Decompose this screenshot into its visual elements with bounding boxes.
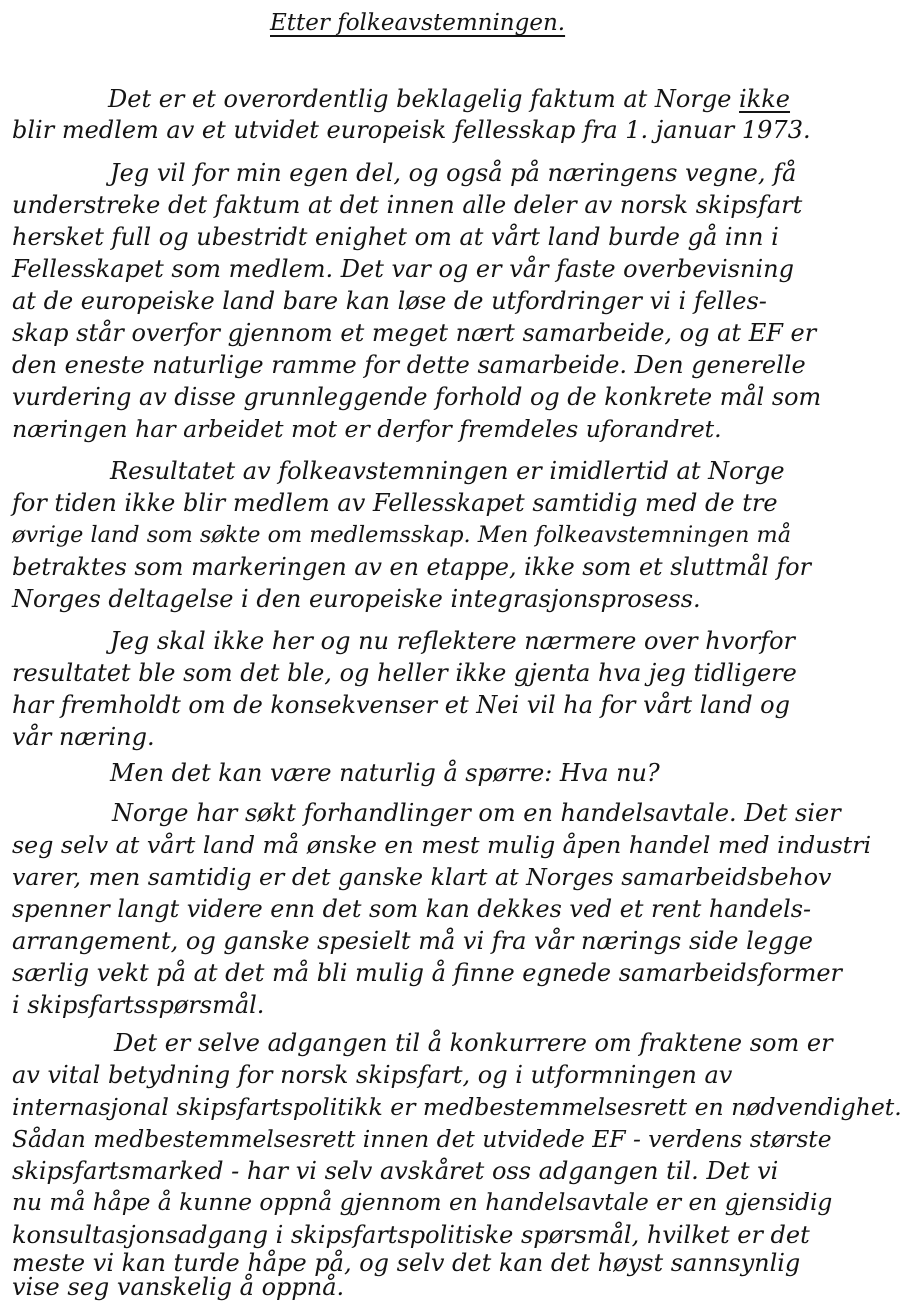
text-line: vurdering av disse grunnleggende forhold og de konkrete mål som: [12, 383, 822, 411]
text-line: særlig vekt på at det må bli mulig å finne egnede samarbeidsformer: [12, 959, 843, 987]
text-line: meste vi kan turde håpe på, og selv det kan det høyst sannsynlig: [12, 1249, 801, 1277]
text-line: seg selv at vårt land må ønske en mest mulig åpen handel med industri: [12, 831, 872, 859]
text-line: skipsfartsmarked - har vi selv avskåret oss adgangen til. Det vi: [12, 1157, 779, 1185]
text-line: Det er selve adgangen til å konkurrere om fraktene som er: [114, 1029, 833, 1057]
text-line: Jeg skal ikke her og nu reflektere nærmere over hvorfor: [110, 627, 796, 655]
text-line: Sådan medbestemmelsesrett innen det utvidede EF - verdens største: [12, 1125, 832, 1153]
text-line: arrangement, og ganske spesielt må vi fra vår nærings side legge: [12, 927, 813, 955]
text-line: skap står overfor gjennom et meget nært samarbeide, og at EF er: [12, 319, 817, 347]
text-line: den eneste naturlige ramme for dette samarbeide. Den generelle: [12, 351, 806, 379]
text-line: har fremholdt om de konsekvenser et Nei vil ha for vårt land og: [12, 691, 790, 719]
text-line: spenner langt videre enn det som kan dekkes ved et rent handels-: [12, 895, 811, 923]
text-line: øvrige land som søkte om medlemsskap. Men folkeavstemningen må: [12, 522, 792, 548]
text-line: næringen har arbeidet mot er derfor fremdeles uforandret.: [12, 415, 722, 443]
text-line: Norge har søkt forhandlinger om en handelsavtale. Det sier: [112, 799, 841, 827]
page-title: Etter folkeavstemningen.: [270, 10, 566, 36]
text-line: internasjonal skipsfartspolitikk er medbestemmelsesrett en nødvendighet.: [12, 1093, 902, 1121]
text-line: varer, men samtidig er det ganske klart at Norges samarbeidsbehov: [12, 863, 832, 891]
text-line: i skipsfartsspørsmål.: [12, 991, 265, 1019]
text-line: Resultatet av folkeavstemningen er imidlertid at Norge: [110, 457, 785, 485]
text-line: betraktes som markeringen av en etappe, ikke som et sluttmål for: [12, 553, 811, 581]
text-line: Jeg vil for min egen del, og også på næringens vegne, få: [110, 159, 797, 187]
text-line: Norges deltagelse i den europeiske integrasjonsprosess.: [12, 585, 701, 613]
text-line: resultatet ble som det ble, og heller ikke gjenta hva jeg tidligere: [12, 659, 797, 687]
text-line: Fellesskapet som medlem. Det var og er vår faste overbevisning: [12, 255, 794, 283]
text-line: nu må håpe å kunne oppnå gjennom en handelsavtale er en gjensidig: [12, 1189, 833, 1216]
text-line: Det er et overordentlig beklagelig faktum at Norge ikke: [108, 85, 791, 113]
text-line: Men det kan være naturlig å spørre: Hva nu?: [110, 759, 660, 787]
text-line: vår næring.: [12, 723, 155, 751]
emphasis-underlined: ikke: [739, 85, 791, 113]
text-line: hersket full og ubestridt enighet om at vårt land burde gå inn i: [12, 223, 779, 251]
text-line: at de europeiske land bare kan løse de utfordringer vi i felles-: [12, 287, 767, 315]
text-line: blir medlem av et utvidet europeisk fellesskap fra 1. januar 1973.: [12, 116, 811, 144]
text-line: vise seg vanskelig å oppnå.: [12, 1273, 345, 1301]
text-line: konsultasjonsadgang i skipsfartspolitiske spørsmål, hvilket er det: [12, 1221, 810, 1249]
text-line: understreke det faktum at det innen alle deler av norsk skipsfart: [12, 191, 803, 219]
text-line: for tiden ikke blir medlem av Fellesskapet samtidig med de tre: [12, 489, 778, 517]
text-line: av vital betydning for norsk skipsfart, og i utformningen av: [12, 1061, 733, 1089]
